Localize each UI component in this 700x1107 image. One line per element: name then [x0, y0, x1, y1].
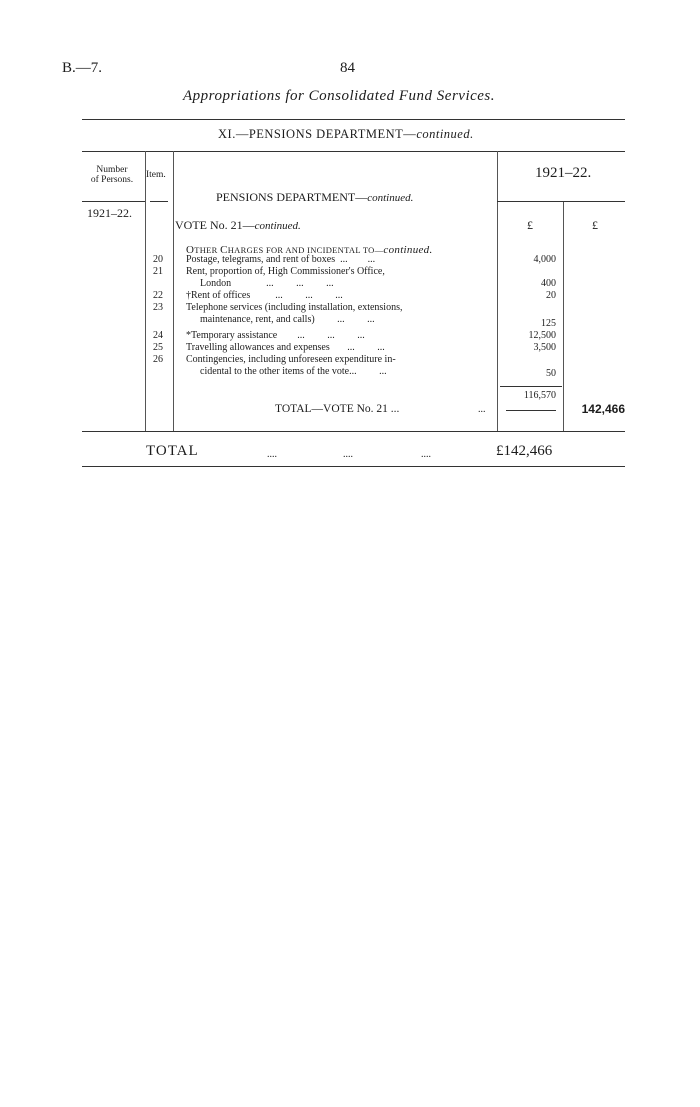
item-description-continuation: London ... ... ...	[200, 278, 334, 289]
year-header-rule	[497, 201, 625, 202]
item-description: Telephone services (including installation, extensions,	[186, 302, 403, 313]
subtotal-underline	[506, 410, 556, 411]
total-vote-label: TOTAL—VOTE No. 21 ...	[275, 403, 400, 415]
section-heading-main: XI.—PENSIONS DEPARTMENT—	[218, 127, 417, 141]
column-header-persons	[88, 165, 136, 185]
item-amount: 50	[546, 368, 556, 379]
header-rule	[82, 119, 625, 120]
column-divider-description	[497, 151, 498, 431]
other-charges-italic: continued.	[383, 244, 433, 256]
item-amount: 4,000	[533, 254, 556, 265]
item-description: Travelling allowances and expenses ... ...	[186, 342, 385, 353]
section-heading-italic: continued.	[416, 127, 474, 141]
item-amount: 3,500	[533, 342, 556, 353]
item-number: 24	[153, 330, 163, 341]
item-amount: 20	[546, 290, 556, 301]
column-divider-item	[173, 151, 174, 431]
grand-total-rule	[82, 466, 625, 467]
column-header-item: Item.	[146, 170, 166, 180]
table-bottom-rule	[82, 431, 625, 432]
subtotal-rule	[500, 386, 562, 387]
other-charges-rest: HARGES FOR AND INCIDENTAL TO—	[227, 245, 384, 255]
document-reference: B.—7.	[62, 60, 103, 76]
item-amount: 400	[541, 278, 556, 289]
subtotal-amount: 116,570	[523, 390, 556, 401]
item-description: Contingencies, including unforeseen expenditure in-	[186, 354, 396, 365]
grand-total-amount: £142,466	[496, 443, 553, 459]
column-divider-persons	[145, 151, 146, 431]
table-top-rule	[82, 151, 625, 152]
department-heading-italic: continued.	[367, 192, 414, 204]
persons-header-rule	[82, 201, 145, 202]
grand-total-dots: ....	[343, 449, 353, 460]
item-description: *Temporary assistance ... ... ...	[186, 330, 365, 341]
item-description: †Rent of offices ... ... ...	[186, 290, 343, 301]
page-number: 84	[340, 60, 355, 76]
grand-total-dots: ....	[421, 449, 431, 460]
column-divider-amount	[563, 202, 564, 431]
item-description: Rent, proportion of, High Commissioner's Office,	[186, 266, 385, 277]
item-number: 26	[153, 354, 163, 365]
column-header-year: 1921–22.	[535, 165, 592, 181]
vote-heading	[175, 218, 301, 233]
persons-year: 1921–22.	[87, 206, 132, 220]
grand-total-dots: ....	[267, 449, 277, 460]
section-heading	[218, 127, 474, 142]
grand-total-label: TOTAL	[146, 443, 199, 459]
other-charges-word-other: THER	[194, 245, 221, 255]
page-title: Appropriations for Consolidated Fund Services.	[183, 88, 496, 104]
item-header-rule	[150, 201, 168, 202]
currency-symbol-right: £	[592, 218, 598, 232]
vote-heading-main: VOTE No. 21—	[175, 218, 255, 232]
item-description-continuation: cidental to the other items of the vote... ...	[200, 366, 387, 377]
item-description-continuation: maintenance, rent, and calls) ... ...	[200, 314, 375, 325]
item-number: 23	[153, 302, 163, 313]
total-vote-dots: ...	[478, 404, 486, 415]
item-number: 20	[153, 254, 163, 265]
other-charges-initial-o: O	[186, 244, 195, 256]
item-description: Postage, telegrams, and rent of boxes ... ...	[186, 254, 376, 265]
department-heading-main: PENSIONS DEPARTMENT—	[216, 190, 368, 204]
column-header-persons-line1: Number	[96, 165, 128, 175]
item-number: 21	[153, 266, 163, 277]
department-heading	[216, 190, 413, 205]
vote-heading-italic: continued.	[254, 220, 301, 232]
item-amount: 12,500	[528, 330, 556, 341]
item-number: 25	[153, 342, 163, 353]
total-vote-amount: 142,466	[581, 402, 625, 416]
item-number: 22	[153, 290, 163, 301]
item-amount: 125	[541, 318, 556, 329]
other-charges-initial-c: C	[220, 244, 228, 256]
column-header-persons-line2: of Persons.	[90, 175, 134, 185]
currency-symbol-left: £	[527, 218, 533, 232]
